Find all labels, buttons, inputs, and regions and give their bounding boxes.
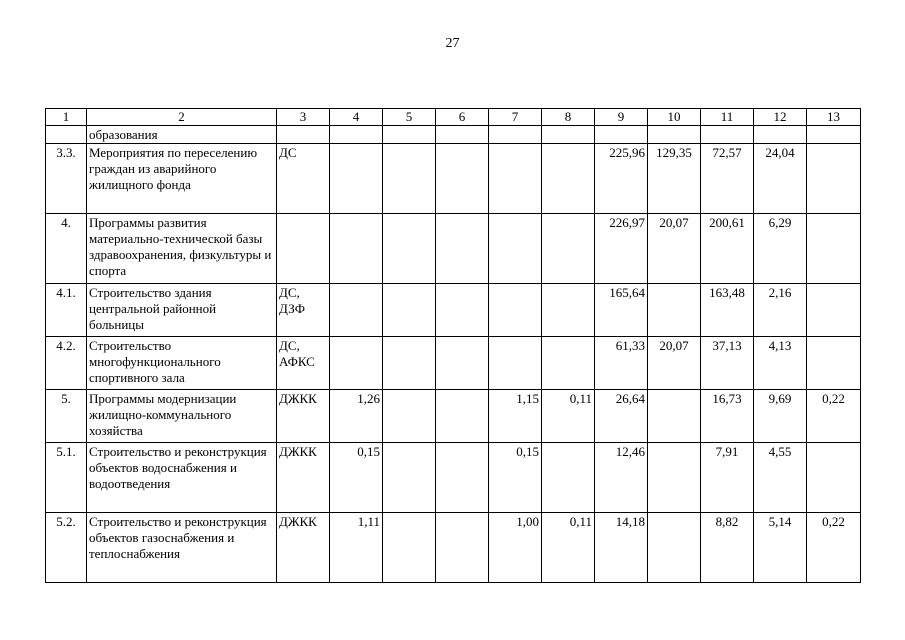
cell-col-12: 9,69 [754,390,807,443]
cell-col-11: 72,57 [701,144,754,214]
cell-col-11: 16,73 [701,390,754,443]
row-executor: ДС, ДЗФ [277,284,330,337]
cell-col-13 [807,337,861,390]
cell-col-10: 20,07 [648,337,701,390]
row-number: 5. [46,390,87,443]
row-number: 5.1. [46,443,87,513]
cell-col-8 [542,284,595,337]
row-name: Программы модернизации жилищно-коммунального хозяйства [87,390,277,443]
table-row [46,144,861,214]
page-number: 27 [445,36,460,51]
cell-col-6 [436,513,489,583]
cell-col-11: 200,61 [701,214,754,284]
cell-col-5 [383,214,436,284]
column-header-2: 2 [87,109,277,126]
row-number: 5.2. [46,513,87,583]
table-row [46,214,861,284]
cell-col-11: 37,13 [701,337,754,390]
column-number-row [46,109,861,126]
cell-col-4 [330,284,383,337]
cell-col-7 [489,144,542,214]
cell-col-5 [383,126,436,144]
cell-col-11: 8,82 [701,513,754,583]
column-header-3: 3 [277,109,330,126]
cell-col-10 [648,443,701,513]
row-executor [277,214,330,284]
cell-col-6 [436,284,489,337]
table-row [46,443,861,513]
cell-col-4 [330,214,383,284]
column-header-7: 7 [489,109,542,126]
cell-col-6 [436,214,489,284]
table-row [46,390,861,443]
cell-col-8 [542,144,595,214]
column-header-12: 12 [754,109,807,126]
cell-col-5 [383,513,436,583]
cell-col-5 [383,284,436,337]
row-name: Строительство и реконструкция объектов водоснабжения и водоотведения [87,443,277,513]
cell-col-10 [648,390,701,443]
cell-col-6 [436,390,489,443]
cell-col-8 [542,443,595,513]
cell-col-12: 5,14 [754,513,807,583]
row-executor: ДЖКК [277,390,330,443]
column-header-10: 10 [648,109,701,126]
cell-col-9: 61,33 [595,337,648,390]
table-row [46,284,861,337]
cell-col-9 [595,126,648,144]
cell-col-10 [648,513,701,583]
row-number: 4.2. [46,337,87,390]
cell-col-7 [489,214,542,284]
row-executor: ДС [277,144,330,214]
cell-col-7: 0,15 [489,443,542,513]
cell-col-5 [383,144,436,214]
cell-col-9: 26,64 [595,390,648,443]
cell-col-9: 165,64 [595,284,648,337]
cell-col-6 [436,144,489,214]
cell-col-4 [330,337,383,390]
cell-col-9: 226,97 [595,214,648,284]
cell-col-12 [754,126,807,144]
cell-col-7: 1,00 [489,513,542,583]
cell-col-7: 1,15 [489,390,542,443]
cell-col-13 [807,144,861,214]
cell-col-5 [383,337,436,390]
cell-col-8 [542,126,595,144]
cell-col-7 [489,126,542,144]
cell-col-8: 0,11 [542,513,595,583]
cell-col-12: 4,55 [754,443,807,513]
cell-col-9: 12,46 [595,443,648,513]
cell-col-4 [330,126,383,144]
cell-col-8: 0,11 [542,390,595,443]
cell-col-12: 6,29 [754,214,807,284]
cell-col-5 [383,443,436,513]
cell-col-9: 225,96 [595,144,648,214]
row-executor: ДЖКК [277,443,330,513]
column-header-1: 1 [46,109,87,126]
column-header-8: 8 [542,109,595,126]
cell-col-4: 0,15 [330,443,383,513]
cell-col-10 [648,126,701,144]
column-header-4: 4 [330,109,383,126]
column-header-9: 9 [595,109,648,126]
row-number: 4. [46,214,87,284]
cell-col-7 [489,284,542,337]
cell-col-9: 14,18 [595,513,648,583]
cell-col-13 [807,443,861,513]
cell-col-8 [542,214,595,284]
table-row [46,513,861,583]
cell-col-8 [542,337,595,390]
row-name: Мероприятия по переселению граждан из аварийного жилищного фонда [87,144,277,214]
cell-col-11: 163,48 [701,284,754,337]
cell-col-6 [436,337,489,390]
column-header-6: 6 [436,109,489,126]
row-executor: ДЖКК [277,513,330,583]
program-financing-table [45,108,861,583]
row-name: образования [87,126,277,144]
row-name: Строительство многофункционального спортивного зала [87,337,277,390]
row-name: Программы развития материально-технической базы здравоохранения, физкультуры и спорта [87,214,277,284]
row-number [46,126,87,144]
column-header-5: 5 [383,109,436,126]
row-executor: ДС, АФКС [277,337,330,390]
cell-col-13: 0,22 [807,390,861,443]
cell-col-7 [489,337,542,390]
cell-col-11 [701,126,754,144]
row-executor [277,126,330,144]
cell-col-4: 1,11 [330,513,383,583]
cell-col-6 [436,443,489,513]
cell-col-12: 2,16 [754,284,807,337]
table-row [46,126,861,144]
column-header-11: 11 [701,109,754,126]
cell-col-4: 1,26 [330,390,383,443]
cell-col-12: 24,04 [754,144,807,214]
cell-col-10: 20,07 [648,214,701,284]
cell-col-13 [807,126,861,144]
row-number: 4.1. [46,284,87,337]
row-number: 3.3. [46,144,87,214]
cell-col-6 [436,126,489,144]
column-header-13: 13 [807,109,861,126]
row-name: Строительство и реконструкция объектов газоснабжения и теплоснабжения [87,513,277,583]
row-name: Строительство здания центральной районной больницы [87,284,277,337]
cell-col-12: 4,13 [754,337,807,390]
cell-col-11: 7,91 [701,443,754,513]
cell-col-13: 0,22 [807,513,861,583]
cell-col-10: 129,35 [648,144,701,214]
table-row [46,337,861,390]
cell-col-13 [807,284,861,337]
cell-col-5 [383,390,436,443]
cell-col-13 [807,214,861,284]
cell-col-10 [648,284,701,337]
cell-col-4 [330,144,383,214]
